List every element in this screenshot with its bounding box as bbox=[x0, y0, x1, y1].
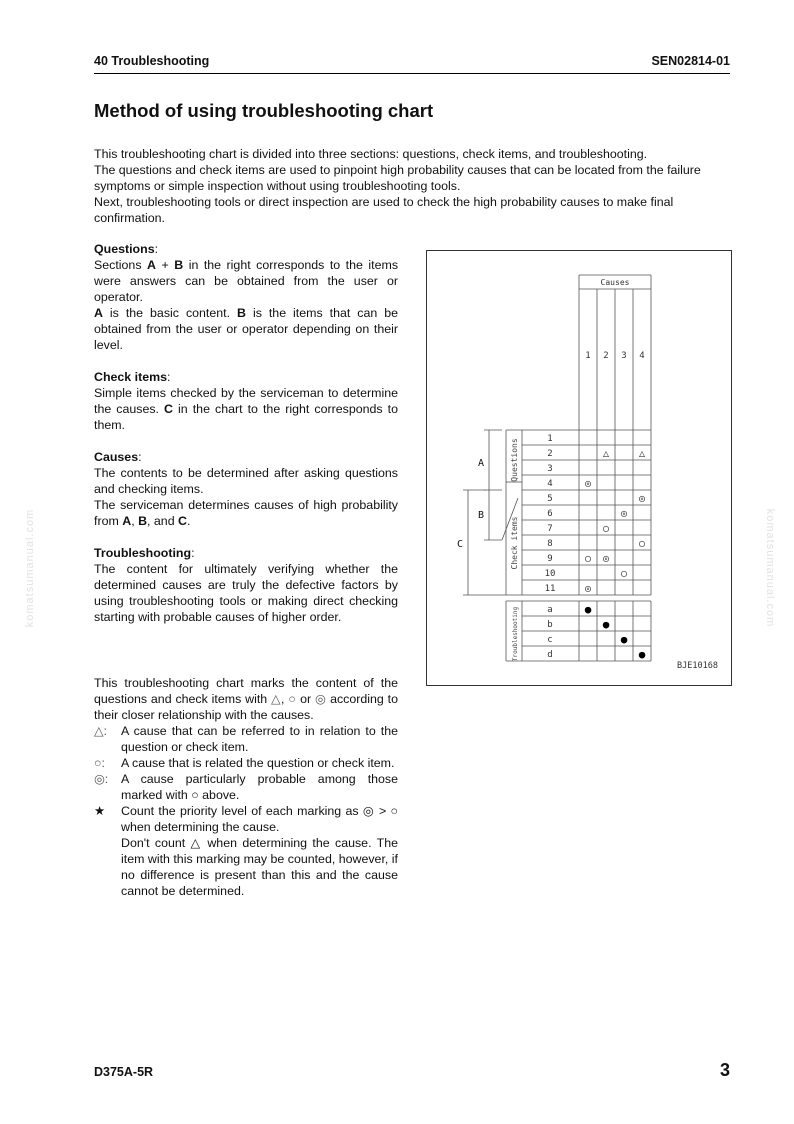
causes-label: Causes bbox=[600, 278, 630, 287]
bracket-b-label: B bbox=[477, 510, 485, 521]
legend-intro: This troubleshooting chart marks the content of the questions and check items with △, ○ or ◎ according to their closer relationship with the causes. bbox=[94, 676, 398, 722]
intro-paragraph-2: The questions and check items are used to pinpoint high probability causes that can be located from the failure symptoms or simple inspection without using troubleshooting tools. bbox=[94, 163, 701, 193]
figure-code: BJE10168 bbox=[677, 661, 718, 671]
legend-item-text: A cause that is related the question or check item. bbox=[121, 756, 395, 770]
chart-svg bbox=[426, 250, 732, 686]
triangle-icon: △: bbox=[94, 724, 107, 738]
watermark-left: komatsumanual.com bbox=[24, 508, 36, 628]
chart-labels bbox=[457, 278, 718, 671]
row-label: 9 bbox=[547, 554, 553, 564]
intro-text bbox=[94, 146, 732, 226]
bracket-c-label: C bbox=[456, 539, 464, 550]
causes-paragraph-2: The serviceman determines causes of high probability from A, B, and C. bbox=[94, 498, 398, 528]
ts-row-label: a bbox=[547, 605, 553, 615]
row-label: 4 bbox=[547, 479, 553, 489]
chart-grid bbox=[463, 275, 651, 661]
star-note-line-2: Don't count △ when determining the cause. The item with this marking may be counted, however, if no difference is present than this and the cause cannot be determined. bbox=[121, 836, 398, 898]
page-number: 3 bbox=[719, 1060, 730, 1080]
row-label: 10 bbox=[544, 569, 556, 579]
watermark-right: komatsumanual.com bbox=[764, 508, 776, 628]
header-section: 40 Troubleshooting bbox=[94, 54, 210, 68]
intro-paragraph-3: Next, troubleshooting tools or direct inspection are used to check the high probability causes to make final confirmation. bbox=[94, 195, 674, 225]
cause-number: 4 bbox=[639, 351, 645, 361]
row-label: 1 bbox=[547, 434, 553, 444]
questions-paragraph-1: Sections A + B in the right corresponds to the items were answers can be obtained from the user or operator. bbox=[94, 258, 399, 304]
header-doc-code: SEN02814-01 bbox=[651, 54, 730, 68]
star-note-line-1: Count the priority level of each marking as ◎ > ○ when determining the cause. bbox=[121, 804, 398, 834]
bracket-a-label: A bbox=[477, 458, 485, 469]
questions-section: Questions: Sections A + B in the right corresponds to the items were answers can be obtained from the user or operator. A is the basic content. B is the items that can be obtained from the user or operator depending on their level. bbox=[94, 242, 399, 352]
check-items-group-label: Check items bbox=[510, 516, 519, 570]
questions-paragraph-2: A is the basic content. B is the items that can be obtained from the user or operator depending on their level. bbox=[94, 306, 399, 352]
troubleshooting-heading: Troubleshooting bbox=[94, 546, 192, 560]
ts-mark: ● bbox=[620, 633, 628, 646]
cause-mark: △ bbox=[602, 448, 610, 460]
row-label: 2 bbox=[547, 449, 553, 459]
cause-mark: ◎ bbox=[584, 478, 592, 490]
footer-model: D375A-5R bbox=[94, 1065, 154, 1079]
row-label: 5 bbox=[547, 494, 553, 504]
ts-row-label: b bbox=[547, 620, 553, 630]
ts-mark: ● bbox=[638, 648, 646, 661]
page-title: Method of using troubleshooting chart bbox=[94, 100, 434, 121]
check-items-heading: Check items bbox=[94, 370, 168, 384]
double-circle-icon: ◎: bbox=[94, 772, 109, 786]
causes-heading: Causes bbox=[94, 450, 139, 464]
row-label: 11 bbox=[544, 584, 556, 594]
cause-number: 1 bbox=[585, 351, 591, 361]
cause-number: 2 bbox=[603, 351, 609, 361]
ts-row-label: d bbox=[547, 650, 553, 660]
check-items-paragraph: Simple items checked by the serviceman to determine the causes. C in the chart to the right corresponds to them. bbox=[94, 386, 398, 432]
questions-group-label: Questions bbox=[510, 438, 519, 482]
troubleshooting-chart-diagram bbox=[426, 250, 732, 686]
cause-mark: ○ bbox=[638, 538, 646, 550]
troubleshooting-group-label: Troubleshooting bbox=[512, 606, 519, 662]
cause-mark: △ bbox=[638, 448, 646, 460]
intro-paragraph-1: This troubleshooting chart is divided into three sections: questions, check items, and troubleshooting. bbox=[94, 147, 648, 161]
legend-item-circle bbox=[94, 755, 398, 771]
ts-mark: ● bbox=[602, 618, 610, 631]
cause-mark: ○ bbox=[584, 553, 592, 565]
legend-item-triangle bbox=[94, 723, 398, 755]
legend-item-text: A cause that can be referred to in relation to the question or check item. bbox=[121, 724, 398, 754]
legend-item-double-circle bbox=[94, 771, 398, 803]
check-items-section: Check items: Simple items checked by the serviceman to determine the causes. C in the chart to the right corresponds to them. bbox=[94, 370, 398, 432]
sections-column bbox=[94, 241, 398, 641]
cause-mark: ○ bbox=[620, 568, 628, 580]
cause-number: 3 bbox=[621, 351, 627, 361]
row-label: 6 bbox=[547, 509, 553, 519]
row-label: 3 bbox=[547, 464, 553, 474]
troubleshooting-paragraph: The content for ultimately verifying whether the determined causes are truly the defective factors by using troubleshooting tools or making direct checking starting with probable causes of higher order. bbox=[94, 562, 398, 624]
legend-item-star bbox=[94, 803, 398, 899]
cause-mark: ○ bbox=[602, 523, 610, 535]
circle-icon: ○: bbox=[94, 756, 105, 770]
cause-mark: ◎ bbox=[584, 583, 592, 595]
cause-mark: ◎ bbox=[638, 493, 646, 505]
ts-mark: ● bbox=[584, 603, 592, 616]
marking-legend bbox=[94, 675, 398, 899]
row-label: 7 bbox=[547, 524, 553, 534]
cause-mark: ◎ bbox=[620, 508, 628, 520]
row-label: 8 bbox=[547, 539, 553, 549]
questions-heading: Questions bbox=[94, 242, 155, 256]
causes-section: Causes: The contents to be determined after asking questions and checking items. The serviceman determines causes of high probability from A, B, and C. bbox=[94, 450, 398, 528]
causes-paragraph-1: The contents to be determined after asking questions and checking items. bbox=[94, 466, 398, 496]
legend-item-text: A cause particularly probable among those marked with ○ above. bbox=[121, 772, 398, 802]
troubleshooting-section: Troubleshooting: The content for ultimately verifying whether the determined causes are truly the defective factors by using troubleshooting tools or making direct checking starting with probable causes of higher order. bbox=[94, 546, 398, 624]
ts-row-label: c bbox=[547, 635, 553, 645]
header-rule bbox=[94, 73, 730, 74]
cause-mark: ◎ bbox=[602, 553, 610, 565]
star-icon: ★ bbox=[94, 804, 106, 818]
